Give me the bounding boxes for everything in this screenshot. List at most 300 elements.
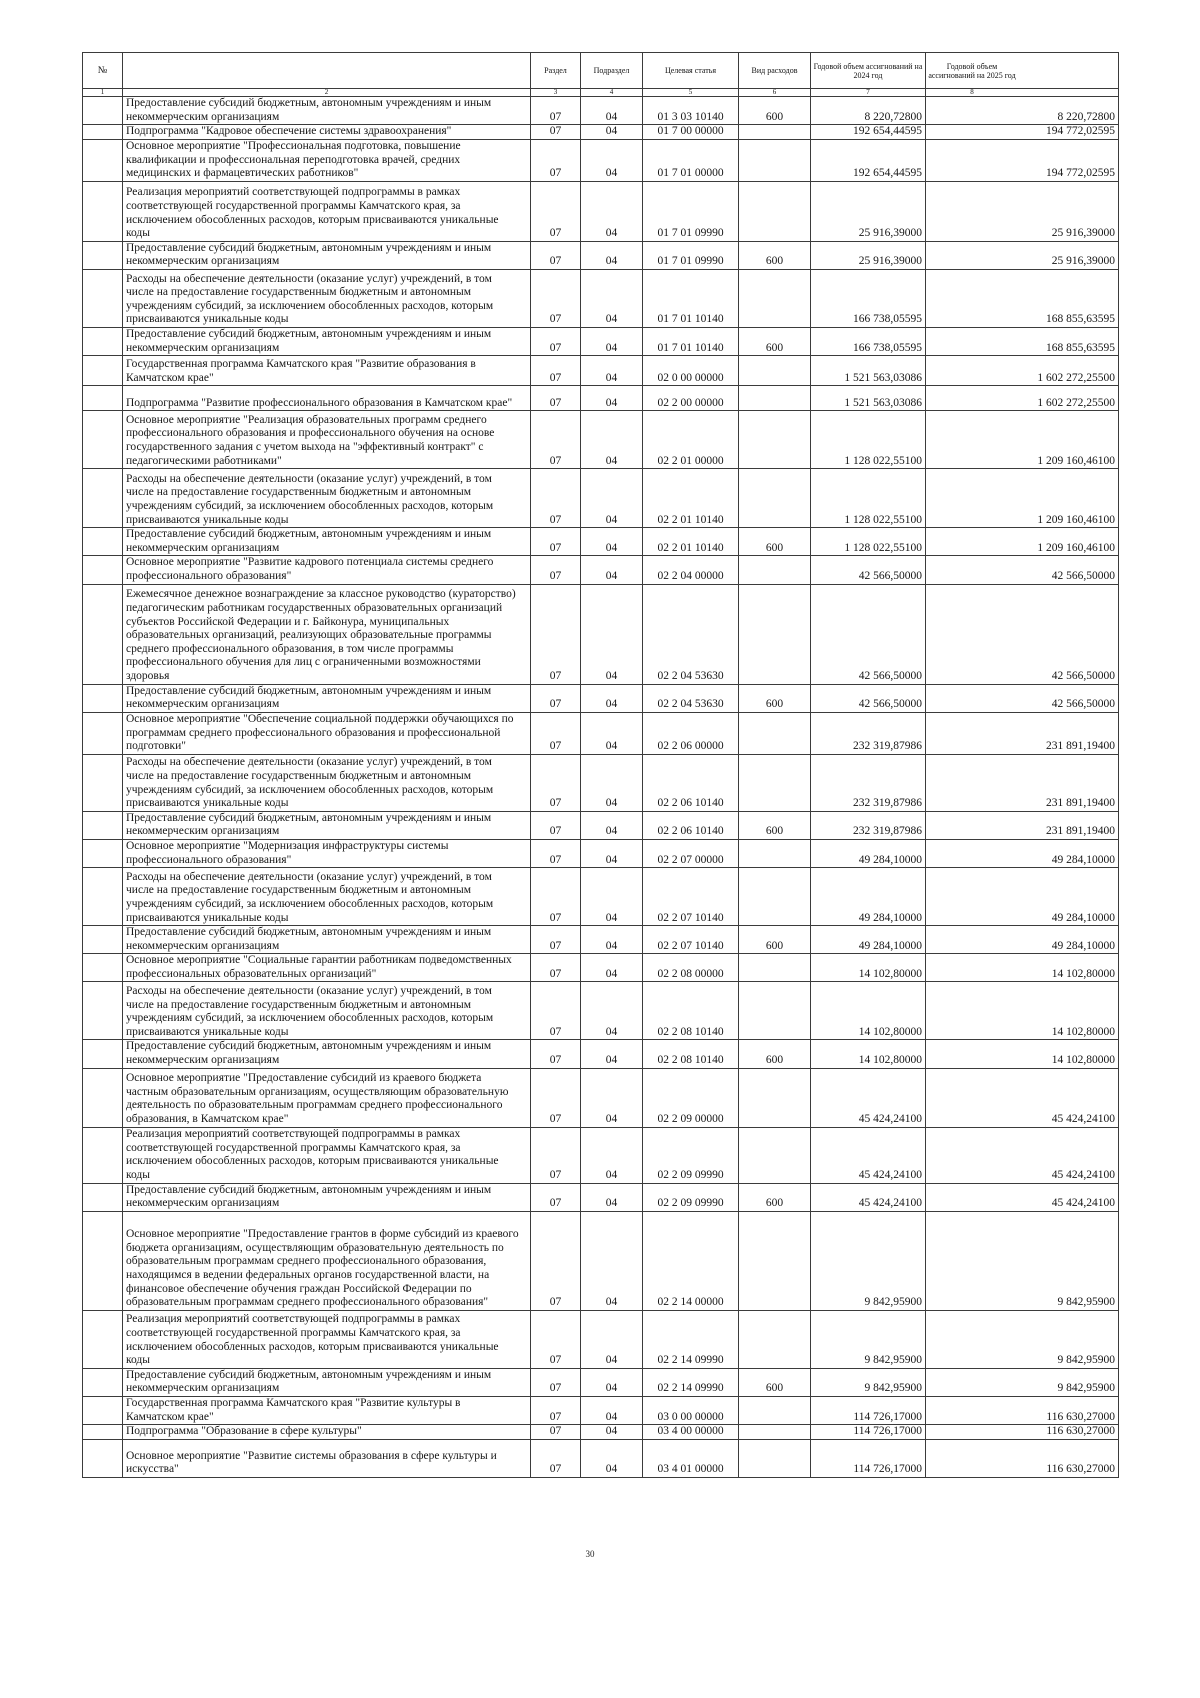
table-row: [83, 926, 1119, 954]
row-section: 07: [531, 868, 581, 926]
row-amount-2024: 166 738,05595: [811, 327, 926, 355]
header-amount-2024: Годовой объем ассигнований на 2024 год: [811, 53, 926, 89]
row-number-cell: [83, 839, 123, 867]
row-expense-type: 600: [739, 1183, 811, 1211]
row-amount-2024: 232 319,87986: [811, 811, 926, 839]
row-amount-2025: 42 566,50000: [926, 684, 1119, 712]
row-name: Подпрограмма "Развитие профессионального образования в Камчатском крае": [123, 386, 531, 411]
row-amount-2024: 45 424,24100: [811, 1183, 926, 1211]
row-number-cell: [83, 1397, 123, 1425]
row-subsection: 04: [581, 1068, 643, 1127]
row-subsection: 04: [581, 1040, 643, 1068]
row-subsection: 04: [581, 356, 643, 386]
row-target-code: 03 0 00 00000: [643, 1397, 739, 1425]
row-name: Основное мероприятие "Развитие кадрового потенциала системы среднего профессионального образования": [123, 556, 531, 584]
row-number-cell: [83, 754, 123, 811]
row-subsection: 04: [581, 469, 643, 528]
row-target-code: 01 7 01 09990: [643, 181, 739, 241]
row-subsection: 04: [581, 1368, 643, 1396]
row-section: 07: [531, 97, 581, 125]
row-subsection: 04: [581, 528, 643, 556]
table-row: [83, 1310, 1119, 1368]
row-expense-type: 600: [739, 528, 811, 556]
row-target-code: 01 7 01 10140: [643, 269, 739, 327]
column-number: 1: [83, 89, 123, 97]
row-target-code: 02 2 07 10140: [643, 868, 739, 926]
row-target-code: 02 2 04 53630: [643, 684, 739, 712]
table-row: [83, 469, 1119, 528]
row-number-cell: [83, 1183, 123, 1211]
row-name: Предоставление субсидий бюджетным, автономным учреждениям и иным некоммерческим организациям: [123, 1183, 531, 1211]
row-amount-2024: 25 916,39000: [811, 241, 926, 269]
row-target-code: 02 2 01 10140: [643, 469, 739, 528]
row-amount-2025: 42 566,50000: [926, 556, 1119, 584]
row-expense-type: [739, 556, 811, 584]
row-number-cell: [83, 1439, 123, 1477]
header-number: №: [83, 53, 123, 89]
table-row: [83, 556, 1119, 584]
row-amount-2025: 231 891,19400: [926, 754, 1119, 811]
table-row: [83, 1439, 1119, 1477]
row-amount-2025: 116 630,27000: [926, 1439, 1119, 1477]
row-number-cell: [83, 1425, 123, 1440]
row-expense-type: [739, 1425, 811, 1440]
row-name: Основное мероприятие "Развитие системы образования в сфере культуры и искусства": [123, 1439, 531, 1477]
row-name: Предоставление субсидий бюджетным, автономным учреждениям и иным некоммерческим организациям: [123, 926, 531, 954]
column-number-row: [83, 89, 1119, 97]
row-amount-2025: 49 284,10000: [926, 839, 1119, 867]
header-section: Раздел: [531, 53, 581, 89]
row-subsection: 04: [581, 1439, 643, 1477]
row-amount-2025: 194 772,02595: [926, 125, 1119, 140]
row-name: Государственная программа Камчатского края "Развитие образования в Камчатском крае": [123, 356, 531, 386]
row-amount-2024: 166 738,05595: [811, 269, 926, 327]
row-amount-2025: 42 566,50000: [926, 584, 1119, 684]
row-expense-type: 600: [739, 684, 811, 712]
table-row: [83, 839, 1119, 867]
row-amount-2025: 49 284,10000: [926, 926, 1119, 954]
row-amount-2024: 9 842,95900: [811, 1368, 926, 1396]
table-row: [83, 241, 1119, 269]
column-number: 6: [739, 89, 811, 97]
row-section: 07: [531, 1439, 581, 1477]
row-expense-type: 600: [739, 811, 811, 839]
row-amount-2024: 114 726,17000: [811, 1397, 926, 1425]
row-section: 07: [531, 181, 581, 241]
row-amount-2024: 8 220,72800: [811, 97, 926, 125]
table-row: [83, 712, 1119, 754]
row-section: 07: [531, 1368, 581, 1396]
row-amount-2025: 14 102,80000: [926, 982, 1119, 1040]
row-amount-2024: 232 319,87986: [811, 712, 926, 754]
row-section: 07: [531, 556, 581, 584]
row-amount-2024: 14 102,80000: [811, 954, 926, 982]
row-target-code: 01 7 01 10140: [643, 327, 739, 355]
row-target-code: 02 2 06 10140: [643, 754, 739, 811]
row-expense-type: [739, 386, 811, 411]
table-row: [83, 125, 1119, 140]
row-amount-2024: 45 424,24100: [811, 1127, 926, 1183]
table-row: [83, 811, 1119, 839]
table-row: [83, 868, 1119, 926]
row-name: Предоставление субсидий бюджетным, автономным учреждениям и иным некоммерческим организациям: [123, 97, 531, 125]
row-expense-type: [739, 1397, 811, 1425]
row-subsection: 04: [581, 712, 643, 754]
table-row: [83, 982, 1119, 1040]
row-target-code: 01 7 00 00000: [643, 125, 739, 140]
row-amount-2024: 9 842,95900: [811, 1310, 926, 1368]
row-number-cell: [83, 684, 123, 712]
table-row: [83, 356, 1119, 386]
row-section: 07: [531, 754, 581, 811]
row-amount-2025: 9 842,95900: [926, 1310, 1119, 1368]
row-name: Предоставление субсидий бюджетным, автономным учреждениям и иным некоммерческим организациям: [123, 811, 531, 839]
row-name: Основное мероприятие "Социальные гарантии работникам подведомственных профессиональных образовательных организаций": [123, 954, 531, 982]
row-amount-2025: 1 209 160,46100: [926, 528, 1119, 556]
row-name: Предоставление субсидий бюджетным, автономным учреждениям и иным некоммерческим организациям: [123, 1368, 531, 1396]
table-row: [83, 327, 1119, 355]
row-section: 07: [531, 356, 581, 386]
table-row: [83, 1127, 1119, 1183]
row-target-code: 02 2 14 00000: [643, 1211, 739, 1310]
column-number: 8: [926, 89, 1119, 97]
row-name: Предоставление субсидий бюджетным, автономным учреждениям и иным некоммерческим организациям: [123, 327, 531, 355]
row-name: Подпрограмма "Образование в сфере культуры": [123, 1425, 531, 1440]
row-target-code: 02 2 00 00000: [643, 386, 739, 411]
row-expense-type: [739, 868, 811, 926]
table-row: [83, 1211, 1119, 1310]
row-name: Основное мероприятие "Модернизация инфраструктуры системы профессионального образования": [123, 839, 531, 867]
column-number: 3: [531, 89, 581, 97]
row-number-cell: [83, 982, 123, 1040]
row-subsection: 04: [581, 584, 643, 684]
row-target-code: 02 2 04 53630: [643, 584, 739, 684]
row-amount-2024: 14 102,80000: [811, 982, 926, 1040]
table-row: [83, 411, 1119, 469]
row-expense-type: 600: [739, 241, 811, 269]
row-expense-type: [739, 1310, 811, 1368]
header-target-code: Целевая статья: [643, 53, 739, 89]
row-name: Ежемесячное денежное вознаграждение за классное руководство (кураторство) педагогическим работникам государственных образовательных организаций субъектов Российской Федерации и г. Байконура, муниципальных образовательных организаций, реализующих образовательные программы среднего профессионального образования, в том числе программы профессионального обучения для лиц с ограниченными возможностями здоровья: [123, 584, 531, 684]
row-amount-2025: 116 630,27000: [926, 1397, 1119, 1425]
row-section: 07: [531, 411, 581, 469]
row-name: Расходы на обеспечение деятельности (оказание услуг) учреждений, в том числе на предоставление государственным бюджетным и автономным учреждениям субсидий, за исключением обособленных расходов, которым присваиваются уникальные коды: [123, 269, 531, 327]
row-subsection: 04: [581, 982, 643, 1040]
row-target-code: 01 7 01 00000: [643, 139, 739, 181]
table-row: [83, 139, 1119, 181]
row-number-cell: [83, 269, 123, 327]
row-amount-2024: 192 654,44595: [811, 139, 926, 181]
row-amount-2025: 14 102,80000: [926, 954, 1119, 982]
row-target-code: 01 3 03 10140: [643, 97, 739, 125]
row-amount-2024: 1 521 563,03086: [811, 386, 926, 411]
row-section: 07: [531, 269, 581, 327]
row-amount-2025: 14 102,80000: [926, 1040, 1119, 1068]
row-expense-type: 600: [739, 1368, 811, 1396]
row-section: 07: [531, 712, 581, 754]
row-target-code: 01 7 01 09990: [643, 241, 739, 269]
row-subsection: 04: [581, 811, 643, 839]
row-amount-2024: 42 566,50000: [811, 584, 926, 684]
row-number-cell: [83, 528, 123, 556]
row-number-cell: [83, 469, 123, 528]
row-amount-2025: 45 424,24100: [926, 1183, 1119, 1211]
row-subsection: 04: [581, 1397, 643, 1425]
row-subsection: 04: [581, 1127, 643, 1183]
row-name: Реализация мероприятий соответствующей подпрограммы в рамках соответствующей государственной программы Камчатского края, за исключением обособленных расходов, которым присваиваются уникальные коды: [123, 181, 531, 241]
row-amount-2025: 9 842,95900: [926, 1368, 1119, 1396]
row-amount-2024: 42 566,50000: [811, 684, 926, 712]
row-expense-type: [739, 181, 811, 241]
row-target-code: 02 2 07 00000: [643, 839, 739, 867]
row-section: 07: [531, 1183, 581, 1211]
column-number: 5: [643, 89, 739, 97]
row-section: 07: [531, 327, 581, 355]
row-name: Основное мероприятие "Обеспечение социальной поддержки обучающихся по программам среднего профессионального образования и профессиональной подготовки": [123, 712, 531, 754]
row-target-code: 02 2 06 10140: [643, 811, 739, 839]
table-row: [83, 528, 1119, 556]
row-name: Основное мероприятие "Профессиональная подготовка, повышение квалификации и профессиональная переподготовка врачей, средних медицинских и фармацевтических работников": [123, 139, 531, 181]
row-amount-2024: 49 284,10000: [811, 839, 926, 867]
row-target-code: 02 2 08 10140: [643, 1040, 739, 1068]
row-target-code: 02 2 04 00000: [643, 556, 739, 584]
row-subsection: 04: [581, 269, 643, 327]
row-amount-2024: 1 128 022,55100: [811, 528, 926, 556]
row-expense-type: [739, 839, 811, 867]
row-amount-2025: 194 772,02595: [926, 139, 1119, 181]
row-number-cell: [83, 386, 123, 411]
table-row: [83, 1183, 1119, 1211]
row-amount-2024: 1 521 563,03086: [811, 356, 926, 386]
table-row: [83, 1368, 1119, 1396]
row-section: 07: [531, 469, 581, 528]
table-row: [83, 181, 1119, 241]
row-section: 07: [531, 386, 581, 411]
row-subsection: 04: [581, 926, 643, 954]
row-number-cell: [83, 1040, 123, 1068]
row-amount-2024: 14 102,80000: [811, 1040, 926, 1068]
row-subsection: 04: [581, 954, 643, 982]
row-name: Предоставление субсидий бюджетным, автономным учреждениям и иным некоммерческим организациям: [123, 1040, 531, 1068]
row-target-code: 02 0 00 00000: [643, 356, 739, 386]
row-subsection: 04: [581, 556, 643, 584]
row-target-code: 02 2 08 10140: [643, 982, 739, 1040]
row-target-code: 02 2 09 09990: [643, 1127, 739, 1183]
row-section: 07: [531, 839, 581, 867]
row-target-code: 02 2 06 00000: [643, 712, 739, 754]
row-name: Основное мероприятие "Предоставление субсидий из краевого бюджета частным образовательным организациям, осуществляющим образовательную деятельность по образовательным программам среднего профессионального образования, в Камчатском крае": [123, 1068, 531, 1127]
row-amount-2025: 8 220,72800: [926, 97, 1119, 125]
row-expense-type: [739, 954, 811, 982]
row-number-cell: [83, 139, 123, 181]
row-section: 07: [531, 1310, 581, 1368]
row-subsection: 04: [581, 97, 643, 125]
row-amount-2024: 42 566,50000: [811, 556, 926, 584]
row-number-cell: [83, 1368, 123, 1396]
row-amount-2024: 192 654,44595: [811, 125, 926, 140]
header-name-cell: [123, 53, 531, 89]
table-header: [83, 53, 1119, 97]
row-number-cell: [83, 584, 123, 684]
row-name: Расходы на обеспечение деятельности (оказание услуг) учреждений, в том числе на предоставление государственным бюджетным и автономным учреждениям субсидий, за исключением обособленных расходов, которым присваиваются уникальные коды: [123, 868, 531, 926]
row-subsection: 04: [581, 1211, 643, 1310]
row-name: Государственная программа Камчатского края "Развитие культуры в Камчатском крае": [123, 1397, 531, 1425]
row-target-code: 02 2 08 00000: [643, 954, 739, 982]
row-amount-2025: 1 209 160,46100: [926, 411, 1119, 469]
row-amount-2024: 25 916,39000: [811, 181, 926, 241]
row-expense-type: 600: [739, 1040, 811, 1068]
row-subsection: 04: [581, 181, 643, 241]
row-number-cell: [83, 1310, 123, 1368]
row-number-cell: [83, 411, 123, 469]
row-number-cell: [83, 356, 123, 386]
row-section: 07: [531, 1127, 581, 1183]
column-number: 7: [811, 89, 926, 97]
row-amount-2024: 9 842,95900: [811, 1211, 926, 1310]
table-row: [83, 1425, 1119, 1440]
row-expense-type: [739, 584, 811, 684]
row-subsection: 04: [581, 754, 643, 811]
row-section: 07: [531, 1211, 581, 1310]
row-amount-2025: 25 916,39000: [926, 181, 1119, 241]
row-expense-type: [739, 411, 811, 469]
row-number-cell: [83, 954, 123, 982]
header-expense-type: Вид расходов: [739, 53, 811, 89]
row-amount-2025: 1 602 272,25500: [926, 356, 1119, 386]
row-section: 07: [531, 926, 581, 954]
row-subsection: 04: [581, 1310, 643, 1368]
row-section: 07: [531, 684, 581, 712]
row-section: 07: [531, 811, 581, 839]
row-name: Предоставление субсидий бюджетным, автономным учреждениям и иным некоммерческим организациям: [123, 241, 531, 269]
row-amount-2025: 231 891,19400: [926, 712, 1119, 754]
row-expense-type: [739, 1439, 811, 1477]
row-expense-type: 600: [739, 327, 811, 355]
row-amount-2025: 25 916,39000: [926, 241, 1119, 269]
row-target-code: 02 2 01 10140: [643, 528, 739, 556]
row-target-code: 02 2 07 10140: [643, 926, 739, 954]
row-amount-2025: 1 602 272,25500: [926, 386, 1119, 411]
row-name: Реализация мероприятий соответствующей подпрограммы в рамках соответствующей государственной программы Камчатского края, за исключением обособленных расходов, которым присваиваются уникальные коды: [123, 1310, 531, 1368]
row-number-cell: [83, 125, 123, 140]
row-name: Расходы на обеспечение деятельности (оказание услуг) учреждений, в том числе на предоставление государственным бюджетным и автономным учреждениям субсидий, за исключением обособленных расходов, которым присваиваются уникальные коды: [123, 982, 531, 1040]
row-name: Подпрограмма "Кадровое обеспечение системы здравоохранения": [123, 125, 531, 140]
row-name: Реализация мероприятий соответствующей подпрограммы в рамках соответствующей государственной программы Камчатского края, за исключением обособленных расходов, которым присваиваются уникальные коды: [123, 1127, 531, 1183]
row-expense-type: [739, 1127, 811, 1183]
row-amount-2024: 1 128 022,55100: [811, 469, 926, 528]
row-name: Предоставление субсидий бюджетным, автономным учреждениям и иным некоммерческим организациям: [123, 684, 531, 712]
table-row: [83, 1068, 1119, 1127]
row-expense-type: [739, 1068, 811, 1127]
row-section: 07: [531, 1040, 581, 1068]
row-expense-type: [739, 469, 811, 528]
row-amount-2025: 49 284,10000: [926, 868, 1119, 926]
row-amount-2025: 45 424,24100: [926, 1127, 1119, 1183]
row-subsection: 04: [581, 868, 643, 926]
row-section: 07: [531, 241, 581, 269]
row-subsection: 04: [581, 1183, 643, 1211]
row-amount-2024: 232 319,87986: [811, 754, 926, 811]
row-amount-2025: 168 855,63595: [926, 327, 1119, 355]
row-amount-2024: 45 424,24100: [811, 1068, 926, 1127]
row-number-cell: [83, 926, 123, 954]
row-section: 07: [531, 1068, 581, 1127]
row-subsection: 04: [581, 139, 643, 181]
row-target-code: 03 4 01 00000: [643, 1439, 739, 1477]
row-target-code: 02 2 09 09990: [643, 1183, 739, 1211]
row-amount-2025: 1 209 160,46100: [926, 469, 1119, 528]
page-number: 30: [585, 1549, 595, 1559]
row-subsection: 04: [581, 386, 643, 411]
row-amount-2024: 49 284,10000: [811, 926, 926, 954]
table-row: [83, 754, 1119, 811]
row-number-cell: [83, 181, 123, 241]
row-expense-type: [739, 712, 811, 754]
table-row: [83, 584, 1119, 684]
row-expense-type: [739, 139, 811, 181]
table-row: [83, 954, 1119, 982]
table-row: [83, 1397, 1119, 1425]
row-number-cell: [83, 1211, 123, 1310]
row-amount-2025: 45 424,24100: [926, 1068, 1119, 1127]
row-name: Основное мероприятие "Реализация образовательных программ среднего профессионального образования и профессионального обучения на основе государственного задания с учетом выхода на "эффективный контракт" с педагогическими работниками": [123, 411, 531, 469]
table-row: [83, 1040, 1119, 1068]
row-number-cell: [83, 811, 123, 839]
row-target-code: 02 2 01 00000: [643, 411, 739, 469]
row-number-cell: [83, 327, 123, 355]
row-subsection: 04: [581, 327, 643, 355]
row-number-cell: [83, 1127, 123, 1183]
row-number-cell: [83, 97, 123, 125]
row-section: 07: [531, 982, 581, 1040]
row-amount-2024: 114 726,17000: [811, 1425, 926, 1440]
row-expense-type: [739, 982, 811, 1040]
row-section: 07: [531, 954, 581, 982]
row-amount-2025: 168 855,63595: [926, 269, 1119, 327]
table-row: [83, 269, 1119, 327]
row-subsection: 04: [581, 839, 643, 867]
header-subsection: Подраздел: [581, 53, 643, 89]
row-section: 07: [531, 139, 581, 181]
row-expense-type: [739, 1211, 811, 1310]
row-target-code: 02 2 14 09990: [643, 1310, 739, 1368]
row-number-cell: [83, 1068, 123, 1127]
row-expense-type: 600: [739, 97, 811, 125]
row-subsection: 04: [581, 411, 643, 469]
table-row: [83, 97, 1119, 125]
row-expense-type: 600: [739, 926, 811, 954]
row-name: Предоставление субсидий бюджетным, автономным учреждениям и иным некоммерческим организациям: [123, 528, 531, 556]
row-name: Основное мероприятие "Предоставление грантов в форме субсидий из краевого бюджета организациям, осуществляющим образовательную деятельность по образовательным программам среднего профессионального образования, находящимся в ведении федеральных органов государственной власти, на финансовое обеспечение обучения граждан Российской Федерации по образовательным программам среднего профессионального образования": [123, 1211, 531, 1310]
row-name: Расходы на обеспечение деятельности (оказание услуг) учреждений, в том числе на предоставление государственным бюджетным и автономным учреждениям субсидий, за исключением обособленных расходов, которым присваиваются уникальные коды: [123, 469, 531, 528]
row-subsection: 04: [581, 241, 643, 269]
row-expense-type: [739, 356, 811, 386]
header-amount-2025: Годовой объем ассигнований на 2025 год: [926, 53, 1119, 89]
row-number-cell: [83, 556, 123, 584]
row-amount-2025: 116 630,27000: [926, 1425, 1119, 1440]
row-subsection: 04: [581, 125, 643, 140]
row-amount-2025: 9 842,95900: [926, 1211, 1119, 1310]
row-section: 07: [531, 125, 581, 140]
row-amount-2024: 49 284,10000: [811, 868, 926, 926]
row-amount-2024: 1 128 022,55100: [811, 411, 926, 469]
row-target-code: 03 4 00 00000: [643, 1425, 739, 1440]
row-expense-type: [739, 754, 811, 811]
row-section: 07: [531, 1425, 581, 1440]
row-number-cell: [83, 868, 123, 926]
row-name: Расходы на обеспечение деятельности (оказание услуг) учреждений, в том числе на предоставление государственным бюджетным и автономным учреждениям субсидий, за исключением обособленных расходов, которым присваиваются уникальные коды: [123, 754, 531, 811]
column-number: 2: [123, 89, 531, 97]
